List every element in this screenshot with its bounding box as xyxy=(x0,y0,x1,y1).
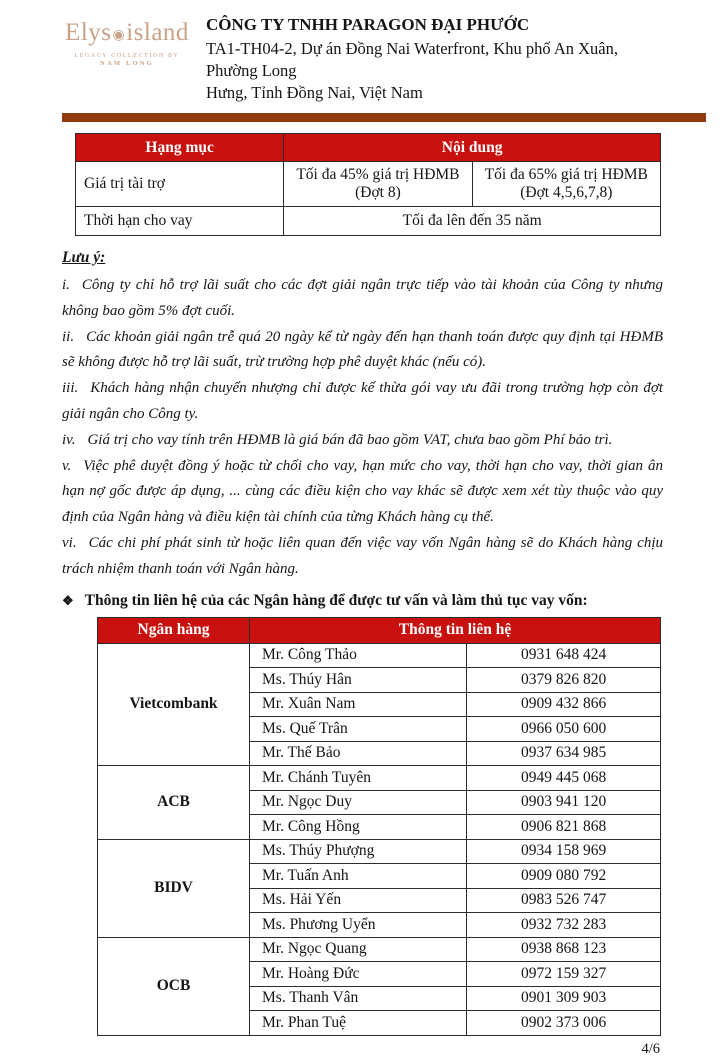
note-item xyxy=(62,376,663,428)
contact-person-cell: Ms. Quế Trân xyxy=(250,717,467,742)
company-address-line2: Hưng, Tỉnh Đồng Nai, Việt Nam xyxy=(206,83,423,102)
note-marker: i. xyxy=(62,277,70,293)
contact-phone-cell: 0903 941 120 xyxy=(467,790,661,815)
notes-heading: Lưu ý: xyxy=(62,249,106,266)
bank-name-cell: BIDV xyxy=(98,839,250,937)
contacts-col-header-info: Thông tin liên hệ xyxy=(250,617,661,643)
contact-phone-cell: 0932 732 283 xyxy=(467,913,661,938)
company-name: CÔNG TY TNHH PARAGON ĐẠI PHƯỚC xyxy=(206,15,530,34)
logo-tagline-brand: NAM LONG xyxy=(100,60,154,67)
note-marker: iii. xyxy=(62,380,79,397)
contact-person-cell: Ms. Thúy Hân xyxy=(250,668,467,693)
contact-phone-cell: 0901 309 903 xyxy=(467,986,661,1011)
contact-phone-cell: 0909 080 792 xyxy=(467,864,661,889)
page-number: 4/6 xyxy=(641,1040,660,1057)
contact-person-cell: Ms. Hải Yến xyxy=(250,888,467,913)
contact-phone-cell: 0902 373 006 xyxy=(467,1011,661,1036)
contact-person-cell: Ms. Thúy Phượng xyxy=(250,839,467,864)
contact-phone-cell: 0938 868 123 xyxy=(467,937,661,962)
header-divider-bar xyxy=(62,113,706,122)
logo-tagline: LEGACY COLLECTION BY xyxy=(74,53,180,59)
contact-phone-cell: 0966 050 600 xyxy=(467,717,661,742)
contact-phone-cell: 0983 526 747 xyxy=(467,888,661,913)
contact-person-cell: Mr. Ngọc Duy xyxy=(250,790,467,815)
bank-name-cell: Vietcombank xyxy=(98,643,250,766)
terms-label-funding-value: Giá trị tài trợ xyxy=(76,162,284,207)
note-item xyxy=(62,273,663,325)
contact-person-cell: Mr. Hoàng Đức xyxy=(250,962,467,987)
contact-phone-cell: 0937 634 985 xyxy=(467,741,661,766)
loan-terms-table xyxy=(75,133,661,236)
company-info xyxy=(198,12,666,104)
terms-col-header-content: Nội dung xyxy=(284,134,661,162)
contact-person-cell: Mr. Xuân Nam xyxy=(250,692,467,717)
contact-heading-text: Thông tin liên hệ của các Ngân hàng để được tư vấn và làm thủ tục vay vốn: xyxy=(84,591,588,609)
contact-phone-cell: 0949 445 068 xyxy=(467,766,661,791)
terms-option-65-line2: (Đợt 4,5,6,7,8) xyxy=(520,184,613,201)
logo-wordmark xyxy=(56,20,198,50)
terms-option-65-line1: Tối đa 65% giá trị HĐMB xyxy=(484,166,648,183)
elyse-island-logo xyxy=(56,20,198,104)
contact-person-cell: Ms. Phương Uyển xyxy=(250,913,467,938)
note-item xyxy=(62,454,663,531)
notes-list xyxy=(62,273,663,583)
contact-phone-cell: 0931 648 424 xyxy=(467,643,661,668)
terms-value-loan-term: Tối đa lên đến 35 năm xyxy=(284,207,661,236)
notes-section xyxy=(62,246,663,583)
contact-row xyxy=(98,766,661,791)
bank-contacts-table xyxy=(97,617,661,1036)
note-marker: ii. xyxy=(62,328,75,345)
note-text: Khách hàng nhận chuyển nhượng chỉ được kế thừa gói vay ưu đãi trong trường hợp còn đợt giải ngân cho Công ty. xyxy=(62,380,663,422)
terms-option-65 xyxy=(472,162,660,207)
bank-name-cell: OCB xyxy=(98,937,250,1035)
note-marker: iv. xyxy=(62,431,76,448)
terms-row-duration xyxy=(76,207,661,236)
bank-name-cell: ACB xyxy=(98,766,250,840)
contact-phone-cell: 0379 826 820 xyxy=(467,668,661,693)
contact-person-cell: Mr. Phan Tuệ xyxy=(250,1011,467,1036)
terms-option-45-line1: Tối đa 45% giá trị HĐMB xyxy=(296,166,460,183)
terms-header-row xyxy=(76,134,661,162)
logo-text-left: Elys xyxy=(65,19,112,46)
contact-person-cell: Ms. Thanh Vân xyxy=(250,986,467,1011)
contact-person-cell: Mr. Công Thảo xyxy=(250,643,467,668)
terms-col-header-category: Hạng mục xyxy=(76,134,284,162)
contact-phone-cell: 0906 821 868 xyxy=(467,815,661,840)
company-address-line1: TA1-TH04-2, Dự án Đồng Nai Waterfront, Khu phố An Xuân, Phường Long xyxy=(206,39,618,80)
note-text: Công ty chỉ hỗ trợ lãi suất cho các đợt giải ngân trực tiếp vào tài khoản của Công ty nhưng không bao gồm 5% đợt cuối. xyxy=(62,277,663,319)
diamond-bullet-icon: ❖ xyxy=(62,592,74,608)
terms-label-loan-term: Thời hạn cho vay xyxy=(76,207,284,236)
contact-section-heading xyxy=(62,590,663,612)
logo-text-right: island xyxy=(126,19,189,46)
contacts-header-row xyxy=(98,617,661,643)
terms-option-45 xyxy=(284,162,472,207)
contact-row xyxy=(98,937,661,962)
note-text: Giá trị cho vay tính trên HĐMB là giá bán đã bao gồm VAT, chưa bao gồm Phí bảo trì. xyxy=(87,431,613,448)
note-text: Việc phê duyệt đồng ý hoặc từ chối cho vay, hạn mức cho vay, thời hạn cho vay, thời gian ân hạn nợ gốc được áp dụng, ... cùng các điều kiện cho vay khác sẽ được xem xét tùy thuộc vào quy định của Ngân hàng và điều kiện tài chính của từng Khách hàng cụ thể. xyxy=(62,457,663,526)
contact-row xyxy=(98,643,661,668)
note-marker: vi. xyxy=(62,534,77,551)
note-marker: v. xyxy=(62,457,72,474)
note-text: Các khoản giải ngân trễ quá 20 ngày kể từ ngày đến hạn thanh toán được quy định tại HĐMB sẽ không được hỗ trợ lãi suất, trừ trường hợp phê duyệt khác (nếu có). xyxy=(62,328,663,371)
note-item xyxy=(62,428,663,454)
document-header xyxy=(0,0,724,104)
contact-person-cell: Mr. Tuấn Anh xyxy=(250,864,467,889)
logo-compass-icon: ◉ xyxy=(112,28,126,43)
contacts-col-header-bank: Ngân hàng xyxy=(98,617,250,643)
terms-row-value xyxy=(76,162,661,207)
contact-person-cell: Mr. Ngọc Quang xyxy=(250,937,467,962)
contact-phone-cell: 0972 159 327 xyxy=(467,962,661,987)
note-item xyxy=(62,531,663,583)
contact-person-cell: Mr. Công Hồng xyxy=(250,815,467,840)
contact-person-cell: Mr. Chánh Tuyên xyxy=(250,766,467,791)
contact-phone-cell: 0909 432 866 xyxy=(467,692,661,717)
contact-person-cell: Mr. Thế Bảo xyxy=(250,741,467,766)
note-text: Các chi phí phát sinh từ hoặc liên quan đến việc vay vốn Ngân hàng sẽ do Khách hàng chịu trách nhiệm thanh toán với Ngân hàng. xyxy=(62,534,663,577)
contact-row xyxy=(98,839,661,864)
terms-option-45-line2: (Đợt 8) xyxy=(355,184,401,201)
note-item xyxy=(62,325,663,377)
contact-phone-cell: 0934 158 969 xyxy=(467,839,661,864)
